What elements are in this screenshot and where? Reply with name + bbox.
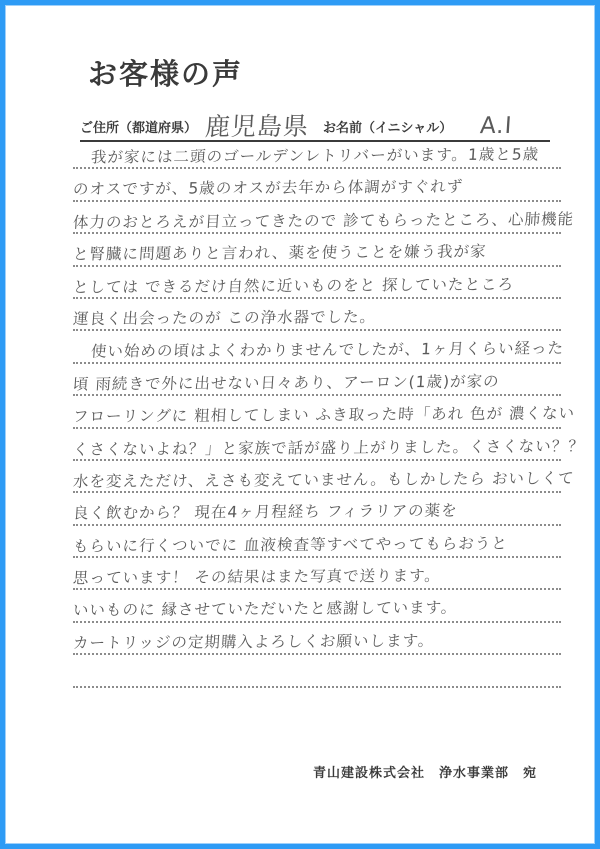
message-line-text: 体力のおとろえが目立ってきたので 診てもらったところ、心肺機能 [72,210,575,232]
handwritten-message [72,137,586,688]
message-line-text: カートリッジの定期購入よろしくお願いします。 [72,631,435,653]
message-line-text: 我が家には二頭のゴールデンレトリバーがいます。1歳と5歳 [90,145,540,167]
message-line-text: 思っています！ その結果はまた写真で送ります。 [72,566,442,588]
form-row [80,100,550,142]
message-line [73,169,561,201]
name-value-handwritten: A.I [479,112,514,140]
message-line [73,267,561,299]
message-line [72,202,575,234]
ruled-line-empty [73,655,561,687]
message-line-text: 運良く出会ったのが この浄水器でした。 [72,307,377,329]
address-value-handwritten: 鹿児島県 [204,111,310,142]
message-line [73,526,561,558]
message-line [72,396,576,428]
message-line [73,590,561,622]
message-line-text: 頃 雨続きで外に出せない日々あり、アーロン(1歳)が家の [72,372,501,394]
address-label: ご住所（都道府県） [80,120,198,135]
message-line-text: としては できるだけ自然に近いものをと 探していたところ [72,275,515,297]
message-line [73,299,561,331]
message-line [73,623,561,655]
page-title: お客様の声 [88,59,244,91]
message-line-text: のオスですが、5歳のオスが去年から体調がすぐれず [72,178,464,199]
message-line [73,558,561,590]
message-line [73,234,561,266]
message-line [73,137,561,169]
message-line-text: 良く飲むから？ 現在4ヶ月程経ち フィラリアの薬を [72,501,459,523]
message-line [73,364,561,396]
message-line-text: と腎臓に問題ありと言われ、薬を使うことを嫌う我が家 [72,242,488,264]
recipient-line: 青山建設株式会社 浄水事業部 宛 [312,765,537,780]
message-line [73,331,565,363]
message-line [73,493,561,525]
name-label: お名前（イニシャル） [323,120,453,135]
message-line-text: くさくないよね？」と家族で話が盛り上がりました。くさくない？？ [72,436,586,459]
message-line [72,429,586,461]
message-line-text: 水を変えただけ、えさも変えていません。もしかしたら おいしくて [72,469,576,491]
message-line [72,461,576,493]
message-line-text: 使い始めの頃はよくわかりませんでしたが、1ヶ月くらい経った [90,339,565,361]
message-line-text: もらいに行くついでに 血液検査等すべてやってもらおうと [72,534,509,556]
message-line-text: いいものに 縁させていただいたと感謝しています。 [72,599,458,620]
message-line-text: フローリングに 粗相してしまい ふき取った時「あれ 色が 濃くない [72,404,576,426]
